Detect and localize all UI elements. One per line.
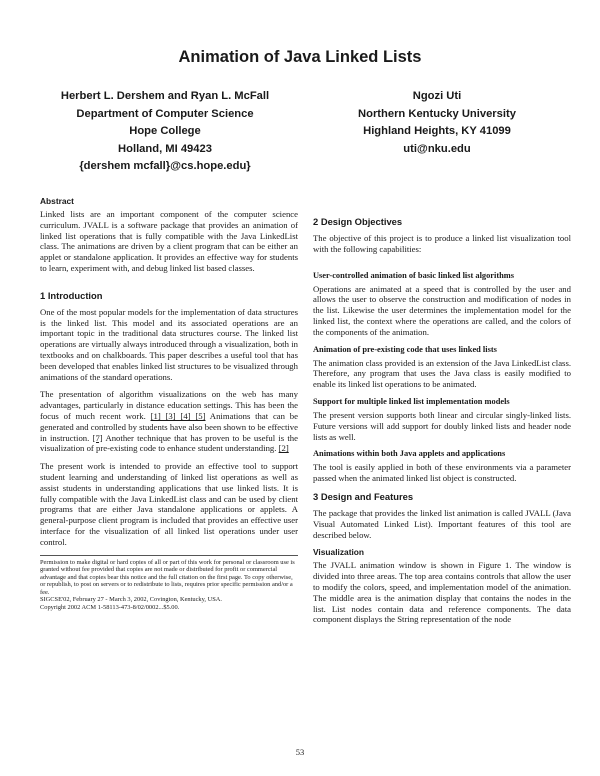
objective-text: The tool is easily applied in both of these environments via a parameter passed when the animated linked list object is constructed. (313, 462, 571, 484)
design-features-intro: The package that provides the linked list animation is called JVALL (Java Visual Automated Linked List). Important features of this tool are described below. (313, 507, 571, 540)
author-email[interactable]: uti@nku.edu (403, 142, 471, 155)
citation-link[interactable]: [1] [3] [4] [5] (150, 410, 206, 421)
left-column (40, 196, 298, 612)
copyright-notice (40, 555, 298, 612)
author-institution: Northern Kentucky University (358, 107, 516, 120)
copyright-conference: SIGCSE'02, February 27 - March 3, 2002, Covington, Kentucky, USA. (40, 596, 222, 604)
citation-link[interactable]: [2] (278, 443, 289, 454)
author-institution: Hope College (129, 125, 201, 137)
citation-link[interactable]: [7] (92, 432, 103, 443)
introduction-paragraph-1: One of the most popular models for the implementation of data structures is the linked list. This model and its associated operations are an important topic in the traditional data structures course. The linked list operations are virtually always introduced through a visualization, both in textbooks and on chalkboards. This paper describes a useful tool that has been developed that enables linked list structures to be visualized through animations of the standard operations. (40, 306, 298, 382)
visualization-text: The JVALL animation window is shown in Figure 1. The window is divided into three areas. The top area contains controls that allow the user to modify the colors, speed, and implementation model of the animation. The middle area is the animation display that contains the nodes in the list. List nodes contain data and reference components. The data component displays the String representation of the node (313, 560, 571, 625)
author-location: Holland, MI 49423 (118, 142, 212, 155)
introduction-paragraph-2 (40, 389, 298, 454)
intro-p2-text-b: Animations that can be generated and controlled by students have also been shown to be effective in instruction. (40, 410, 298, 443)
author-block-left (30, 88, 300, 176)
objective-heading: Animations within both Java applets and applications (313, 449, 506, 459)
author-name: Ngozi Uti (412, 90, 462, 102)
objective-heading: Animation of pre-existing code that uses linked lists (313, 344, 497, 354)
objective-text: Operations are animated at a speed that is controlled by the user and allows the user to observe the construction and modification of nodes in the list. Likewise the user determines the implementation model for the linked list, the context where the operations are called, and the colors of the components of the animation. (313, 283, 571, 337)
objective-heading: User-controlled animation of basic linked list algorithms (313, 270, 514, 280)
author-block-right (302, 88, 572, 158)
paper-title: Animation of Java Linked Lists (178, 48, 422, 66)
author-department: Department of Computer Science (76, 107, 254, 120)
introduction-heading: 1 Introduction (40, 289, 103, 301)
design-objectives-intro: The objective of this project is to produce a linked list visualization tool with the following capabilities: (313, 233, 571, 254)
copyright-permission: Permission to make digital or hard copies of all or part of this work for personal or classroom use is granted without fee provided that copies are not made or distributed for profit or commercial advantage and that copies bear this notice and the full citation on the first page. To copy otherwise, or republish, to post on servers or to redistribute to lists, requires prior specific permission and/or a fee. (40, 558, 295, 596)
intro-p2-text-c: Another technique that has proven to be useful is the visualization of pre-existing code to enhance student understanding. (40, 432, 298, 454)
author-email[interactable]: {dershem mcfall}@cs.hope.edu} (79, 160, 251, 172)
author-location: Highland Heights, KY 41099 (363, 125, 511, 137)
objective-heading: Support for multiple linked list implementation models (313, 396, 510, 406)
introduction-paragraph-3: The present work is intended to provide an effective tool to support student learning and understanding of linked list operations as well as assist students in understanding applications that use linked lists. It is fully compatible with the Java LinkedList class and can be used by client programs that are either Java standalone applications or applets. A general-purpose client program is included that provides an effective user interface for the visualization of all linked list operations under user control. (40, 461, 298, 547)
abstract-text: Linked lists are an important component of the computer science curriculum. JVALL is a software package that provides an animation of linked list operations that is fully compatible with the Java LinkedList class. The animations are driven by a client program that can be either an applet or standalone application. It provides an effective way for students to learn, experiment with, and debug linked list based classes. (40, 209, 298, 273)
copyright-acm: Copyright 2002 ACM 1-58113-473-8/02/0002...$5.00. (40, 604, 180, 612)
author-names: Herbert L. Dershem and Ryan L. McFall (60, 90, 270, 102)
page-number: 53 (295, 747, 305, 757)
design-features-heading: 3 Design and Features (313, 490, 414, 502)
intro-p2-text-a: The presentation of algorithm visualizations on the web has many advantages, particularly in distance education settings. This has been the focus of much recent work. (40, 389, 298, 421)
visualization-heading: Visualization (313, 547, 365, 558)
objective-text: The present version supports both linear and circular singly-linked lists. Future versions will add support for doubly linked lists and header node lists as well. (313, 409, 571, 442)
right-column (313, 216, 571, 632)
design-objectives-heading: 2 Design Objectives (313, 216, 403, 227)
abstract-heading: Abstract (40, 196, 74, 206)
objective-text: The animation class provided is an extension of the Java LinkedList class. Therefore, any program that uses the Java class is easily modified to enable its linked list operations to be animated. (313, 357, 571, 390)
